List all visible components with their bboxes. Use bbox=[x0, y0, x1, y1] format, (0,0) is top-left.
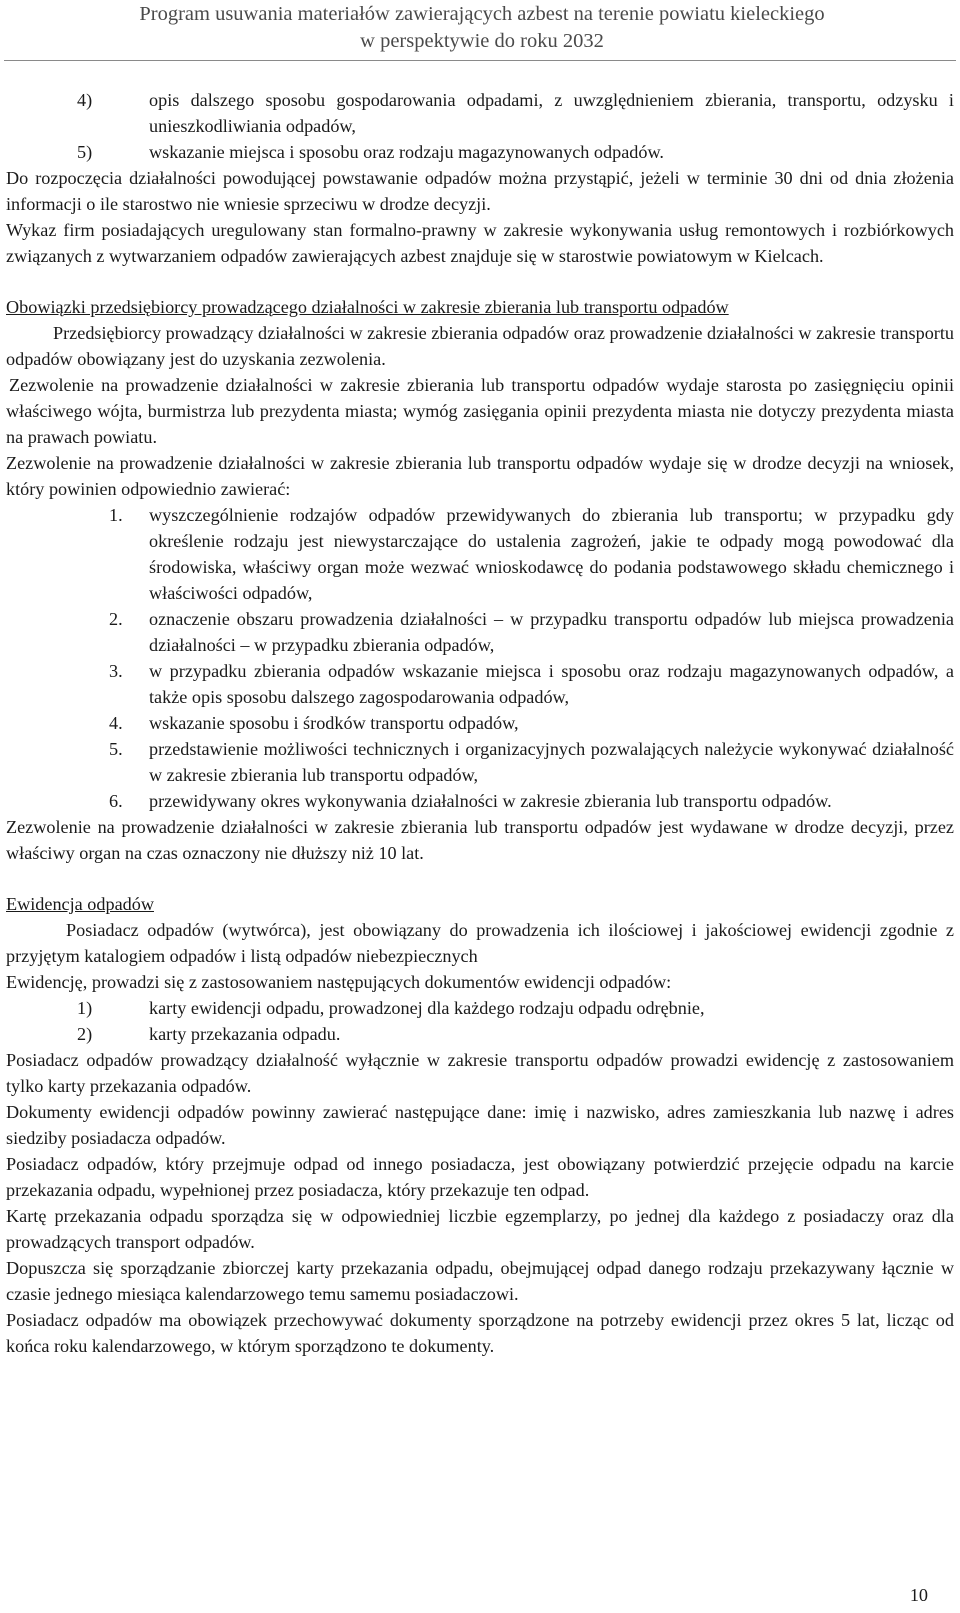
list-item bbox=[6, 710, 954, 736]
page-body bbox=[6, 87, 954, 1359]
list-marker: 1. bbox=[109, 505, 123, 525]
paragraph: Posiadacz odpadów prowadzący działalność wyłącznie w zakresie transportu odpadów prowadzi ewidencję z zastosowaniem tylko karty przekazania odpadów. bbox=[6, 1050, 954, 1096]
list-marker: 4. bbox=[109, 713, 123, 733]
spacer bbox=[6, 269, 954, 294]
paragraph: Posiadacz odpadów, który przejmuje odpad od innego posiadacza, jest obowiązany potwierdzić przejęcie odpadu na karcie przekazania odpadu, wypełnionej przez posiadacza, który przekazuje ten odpad. bbox=[6, 1154, 954, 1200]
paragraph: Ewidencję, prowadzi się z zastosowaniem następujących dokumentów ewidencji odpadów: bbox=[6, 972, 672, 992]
paragraph: Zezwolenie na prowadzenie działalności w zakresie zbierania lub transportu odpadów jest wydawane w drodze decyzji, przez właściwy organ na czas oznaczony nie dłuższy niż 10 lat. bbox=[6, 817, 954, 863]
list-marker: 5. bbox=[109, 739, 123, 759]
paragraph-firms-list: Wykaz firm posiadających uregulowany stan formalno-prawny w zakresie wykonywania usług remontowych i rozbiórkowych związanych z wytwarzaniem odpadów zawierających azbest znajduje się w starostwie powiatowym w Kielcach. bbox=[6, 220, 954, 266]
list-marker: 4) bbox=[77, 90, 93, 110]
paragraph: Zezwolenie na prowadzenie działalności w zakresie zbierania lub transportu odpadów wydaje starosta po zasięgnięciu opinii właściwego wójta, burmistrza lub prezydenta miasta; wymóg zasięgania opinii prezydenta miasta nie dotyczy prezydenta miasta na prawach powiatu. bbox=[6, 375, 954, 447]
header-subtitle: w perspektywie do roku 2032 bbox=[360, 30, 604, 52]
list-item-text: karty przekazania odpadu. bbox=[149, 1024, 341, 1044]
list-item-text: przedstawienie możliwości technicznych i organizacyjnych pozwalających należycie wykonywać działalność w zakresie zbierania lub transportu odpadów, bbox=[149, 739, 954, 785]
list-item-text: oznaczenie obszaru prowadzenia działalności – w przypadku transportu odpadów lub miejsca prowadzenia działalności – w przypadku zbierania odpadów, bbox=[149, 609, 954, 655]
paragraph: Posiadacz odpadów (wytwórca), jest obowiązany do prowadzenia ich ilościowej i jakościowej ewidencji zgodnie z przyjętym katalogiem odpadów i listą odpadów niebezpiecznych bbox=[6, 920, 954, 966]
list-item bbox=[6, 995, 954, 1021]
list-item bbox=[6, 139, 954, 165]
list-item-text: w przypadku zbierania odpadów wskazanie miejsca i sposobu oraz rodzaju magazynowanych odpadów, a także opis sposobu dalszego zagospodarowania odpadów, bbox=[149, 661, 954, 707]
paragraph: Dopuszcza się sporządzanie zbiorczej karty przekazania odpadu, obejmującej odpad danego rodzaju przekazywany łącznie w czasie jednego miesiąca kalendarzowego temu samemu posiadaczowi. bbox=[6, 1258, 954, 1304]
list-item-text: wskazanie sposobu i środków transportu odpadów, bbox=[149, 713, 519, 733]
list-marker: 3. bbox=[109, 661, 123, 681]
section-heading-obligations: Obowiązki przedsiębiorcy prowadzącego działalności w zakresie zbierania lub transportu odpadów bbox=[6, 297, 729, 317]
list-item bbox=[6, 658, 954, 710]
header-divider bbox=[4, 60, 956, 61]
header-title: Program usuwania materiałów zawierających azbest na terenie powiatu kieleckiego bbox=[139, 3, 825, 25]
paragraph-start-activity: Do rozpoczęcia działalności powodującej powstawanie odpadów można przystąpić, jeżeli w terminie 30 dni od dnia złożenia informacji o ile starostwo nie wniesie sprzeciwu w drodze decyzji. bbox=[6, 168, 954, 214]
paragraph: Posiadacz odpadów ma obowiązek przechowywać dokumenty sporządzone na potrzeby ewidencji przez okres 5 lat, licząc od końca roku kalendarzowego, w którym sporządzono te dokumenty. bbox=[6, 1310, 954, 1356]
list-marker: 5) bbox=[77, 142, 93, 162]
paragraph: Zezwolenie na prowadzenie działalności w zakresie zbierania lub transportu odpadów wydaje się w drodze decyzji na wniosek, który powinien odpowiednio zawierać: bbox=[6, 453, 954, 499]
list-marker: 6. bbox=[109, 791, 123, 811]
list-marker: 2) bbox=[77, 1024, 93, 1044]
spacer bbox=[6, 866, 954, 891]
page-number: 10 bbox=[909, 1585, 928, 1605]
list-item bbox=[6, 1021, 954, 1047]
list-marker: 2. bbox=[109, 609, 123, 629]
list-marker: 1) bbox=[77, 998, 93, 1018]
list-item bbox=[6, 87, 954, 139]
list-item-text: karty ewidencji odpadu, prowadzonej dla każdego rodzaju odpadu odrębnie, bbox=[149, 998, 705, 1018]
section-heading-waste-records: Ewidencja odpadów bbox=[6, 894, 154, 914]
list-item-text: wyszczególnienie rodzajów odpadów przewidywanych do zbierania lub transportu; w przypadku gdy określenie rodzaju jest niewystarczające do ustalenia zagrożeń, jakie te odpady mogą powodować dla środowiska, właściwy organ może wezwać wnioskodawcę do podania podstawowego składu chemicznego i właściwości odpadów, bbox=[149, 505, 954, 603]
paragraph: Przedsiębiorcy prowadzący działalności w zakresie zbierania odpadów oraz prowadzenie działalności w zakresie transportu odpadów obowiązany jest do uzyskania zezwolenia. bbox=[6, 323, 954, 369]
paragraph: Dokumenty ewidencji odpadów powinny zawierać następujące dane: imię i nazwisko, adres zamieszkania lub nazwę i adres siedziby posiadacza odpadów. bbox=[6, 1102, 954, 1148]
list-item bbox=[6, 502, 954, 606]
paragraph: Kartę przekazania odpadu sporządza się w odpowiedniej liczbie egzemplarzy, po jednej dla każdego z posiadaczy oraz dla prowadzących transport odpadów. bbox=[6, 1206, 954, 1252]
list-item-text: opis dalszego sposobu gospodarowania odpadami, z uwzględnieniem zbierania, transportu, odzysku i unieszkodliwiania odpadów, bbox=[149, 90, 954, 136]
list-item-text: przewidywany okres wykonywania działalności w zakresie zbierania lub transportu odpadów. bbox=[149, 791, 832, 811]
list-item bbox=[6, 606, 954, 658]
list-item-text: wskazanie miejsca i sposobu oraz rodzaju magazynowanych odpadów. bbox=[149, 142, 664, 162]
list-item bbox=[6, 788, 954, 814]
running-header bbox=[4, 0, 960, 55]
list-item bbox=[6, 736, 954, 788]
